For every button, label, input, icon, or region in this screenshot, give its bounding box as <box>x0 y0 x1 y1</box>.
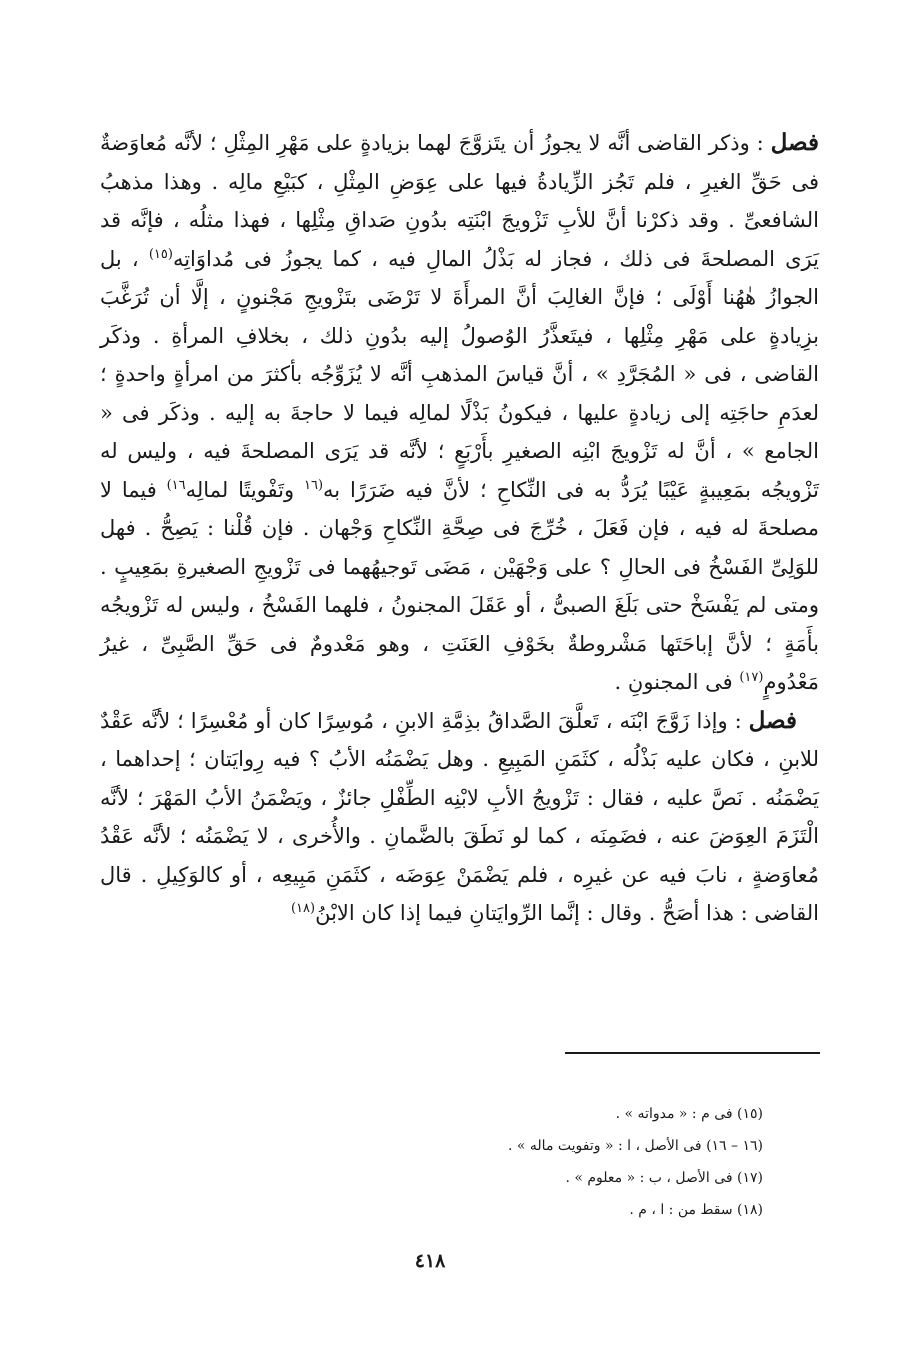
footnote-ref-16-end: ١٦) <box>166 477 186 493</box>
paragraph-text: : وذكر القاضى أنَّه لا يجوزُ أن يتَزوَّجَ لهما بزيادةٍ على مَهْرِ المِثْلِ ؛ لأنَّه مُعاوَضةٌ فى حَقِّ الغيرِ ، فلم تَجُز الزِّيادةُ فيها على عِوَضِ المِثْلِ ، كبَيْعِ مالِه . وهذا مذهبُ الشافعىِّ . وقد ذكرْنا أنَّ للأبِ تَزْويجَ ابْنَتِه بدُونِ صَداقِ مِثْلِها ، فهذا مثلُه ، فإنَّه قد يَرَى المصلحةَ فى ذلك ، فجاز له بَذْلُ المالِ فيه ، كما يجوزُ فى مُداوَاتِه <box>100 131 819 271</box>
paragraph-section-2 <box>100 702 819 933</box>
footnote-16: (١٦ – ١٦) فى الأصل ، ا : « وتفويت ماله » . <box>507 1138 763 1154</box>
footnote-ref-16-start: (١٦ <box>303 477 324 493</box>
paragraph-text: فيما لا مصلحةَ له فيه ، فإن فَعَلَ ، خُرِّجَ فى صِحَّةِ النِّكاحِ وَجْهان . فإن قُلْنا : يَصِحُّ . فهل للوَلِىِّ الفَسْخُ فى الحالِ ؟ على وَجْهَيْن ، مَضَى تَوجيهُهما فى تَزْويجِ الصغيرةِ بمَعِيبٍ . ومتى لم يَفْسَخْ حتى بَلَغَ الصبىُّ ، أو عَقَلَ المجنونُ ، فلهما الفَسْخُ ، وليس له تَزْويجُه بأَمَةٍ ؛ لأنَّ إباحَتَها مَشْروطةٌ بخَوْفِ العَنَتِ ، وهو مَعْدومٌ فى حَقِّ الصَّبِىِّ ، غيرُ مَعْدُومٍ <box>100 477 819 694</box>
footnotes <box>293 1098 763 1226</box>
footnote-15: (١٥) فى م : « مدواته » . <box>615 1106 763 1122</box>
section-heading: فصل <box>748 706 797 734</box>
main-text-body <box>100 124 819 933</box>
section-heading: فصل <box>770 129 819 156</box>
footnote-ref-18: (١٨) <box>290 901 316 916</box>
footnote-17: (١٧) فى الأصل ، ب : « معلوم » . <box>565 1170 763 1186</box>
paragraph-section-1 <box>100 124 819 702</box>
footnote-separator <box>565 1052 820 1054</box>
paragraph-text: : وإذا زَوَّجَ ابْنَه ، تَعلَّقَ الصَّداقُ بذِمَّةِ الابنِ ، مُوسِرًا كان أو مُعْسِرًا ؛ لأنَّه عَقْدٌ للابنِ ، فكان عليه بَذْلُه ، كثَمَنِ المَبِيعِ . وهل يَضْمَنُه الأبُ ؟ فيه رِوايَتان ؛ إحداهما ، يَضْمَنُه . نَصَّ عليه ، فقال : تَزْويجُ الأبِ لابْنِه الطِّفْلِ جائزٌ ، ويَضْمَنُ الأبُ المَهْرَ ؛ لأنَّه الْتَزَمَ العِوَضَ عنه ، فضَمِنَه ، كما لو نَطَقَ بالضَّمانِ . والأُخرى ، لا يَضْمَنُه ؛ لأنَّه عَقْدُ مُعاوَضةٍ ، نابَ فيه عن غيرِه ، فلم يَضْمَنْ عِوَضَه ، كثَمَنِ مَبِيعِه ، أو كالوَكِيلِ . قال القاضى : هذا أصَحُّ . وقال : إنَّما الرِّوايَتانِ فيما إذا كان الابْنُ <box>100 708 819 925</box>
paragraph-text: فى المجنونِ . <box>614 670 740 694</box>
footnote-ref-15: (١٥) <box>148 246 173 262</box>
paragraph-text: ، بل الجوازُ هٰهُنا أَوْلَى ؛ فإنَّ الغالِبَ أنَّ المرأَةَ لا تَرْضَى بتَزْويجِ مَجْنونٍ ، إلَّا أن تُرَغَّبَ بزِيادةٍ على مَهْرِ مِثْلِها ، فيتَعذَّرُ الوُصولُ إليه بدُونِ ذلك ، بخلافِ المرأةِ . وذكَر القاضى ، فى « المُجَرَّدِ » ، أنَّ قياسَ المذهبِ أنَّه لا يُزَوِّجُه بأكثرَ من امرأةٍ واحدةٍ ؛ لعدَمِ حاجَتِه إلى زيادةٍ عليها ، فيكونُ بَذْلًا لمالِه فيما لا حاجةَ به إليه . وذكَر فى « الجامع » ، أنَّ له تَزْويجَ ابْنِه الصغيرِ بأَرْبَعٍ ؛ لأنَّه قد يَرَى المصلحةَ فيه ، وليس له تَزْويجُه بمَعِيبةٍ عَيْبًا يُرَدُّ به فى النِّكاحِ ؛ لأنَّ فيه ضَرَرًا به <box>100 246 820 502</box>
footnote-18: (١٨) سقط من : ا ، م . <box>629 1202 763 1218</box>
page-number: ٤١٨ <box>414 1250 446 1272</box>
footnote-ref-17: (١٧) <box>739 670 764 685</box>
paragraph-text: وتَفْويتًا لمالِه <box>185 477 304 502</box>
